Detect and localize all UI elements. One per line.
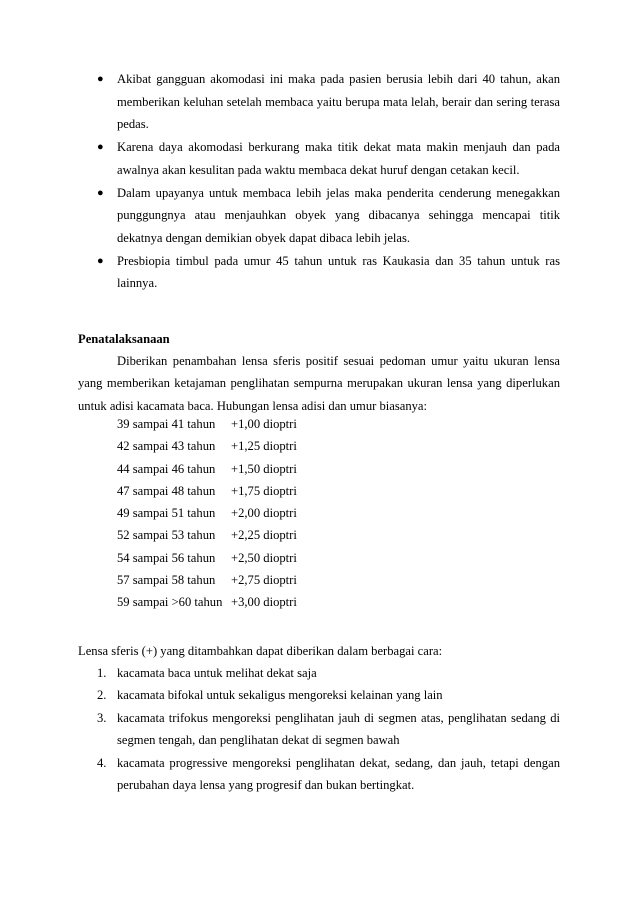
- table-row: [117, 417, 297, 439]
- table-row: [117, 528, 297, 550]
- list-number: 2.: [97, 688, 107, 703]
- list-item: [0, 662, 638, 684]
- age-range-cell: 59 sampai >60 tahun: [117, 595, 223, 610]
- table-row: [117, 595, 297, 617]
- dose-cell: +2,25 dioptri: [231, 528, 297, 543]
- list-item-text: kacamata bifokal untuk sekaligus mengoreksi kelainan yang lain: [117, 688, 443, 703]
- bullet-text: Dalam upayanya untuk membaca lebih jelas maka penderita cenderung menegakkan punggungnya atau menjauhkan obyek yang dibacanya sehingga mencapai titik dekatnya dengan demikian obyek dapat dibaca lebih jelas.: [117, 185, 560, 245]
- list-number: 4.: [97, 755, 107, 770]
- age-range-cell: 44 sampai 46 tahun: [117, 461, 216, 476]
- list-number: 3.: [97, 710, 107, 725]
- list-item-text: kacamata baca untuk melihat dekat saja: [117, 666, 317, 680]
- lens-ways-intro: Lensa sferis (+) yang ditambahkan dapat diberikan dalam berbagai cara:: [78, 644, 443, 658]
- bullet-icon: ●: [97, 73, 104, 85]
- age-range-cell: 57 sampai 58 tahun: [117, 573, 216, 588]
- dose-cell: +1,75 dioptri: [231, 483, 297, 498]
- list-item: [0, 752, 638, 797]
- bullet-item: [0, 136, 638, 181]
- dose-cell: +1,25 dioptri: [231, 439, 297, 454]
- dose-cell: +2,00 dioptri: [231, 506, 297, 521]
- age-dose-table: [117, 417, 297, 618]
- dose-cell: +2,50 dioptri: [231, 550, 297, 565]
- age-range-cell: 54 sampai 56 tahun: [117, 550, 216, 565]
- table-row: [117, 551, 297, 573]
- list-item: [0, 707, 638, 752]
- dose-cell: +2,75 dioptri: [231, 573, 297, 588]
- table-row: [117, 484, 297, 506]
- section-heading: Penatalaksanaan: [78, 332, 170, 346]
- list-item-text: kacamata progressive mengoreksi penglihatan dekat, sedang, dan jauh, tetapi dengan perubahan daya lensa yang progresif dan bukan bertingkat.: [117, 755, 560, 793]
- table-row: [117, 462, 297, 484]
- dose-cell: +3,00 dioptri: [231, 595, 297, 610]
- list-item: [0, 684, 638, 706]
- age-range-cell: 42 sampai 43 tahun: [117, 439, 216, 454]
- bullet-item: [0, 68, 638, 136]
- bullet-icon: ●: [97, 254, 104, 267]
- bullet-text: Presbiopia timbul pada umur 45 tahun untuk ras Kaukasia dan 35 tahun untuk ras lainnya.: [117, 253, 560, 291]
- table-row: [117, 573, 297, 595]
- list-number: 1.: [97, 666, 107, 680]
- bullet-item: [0, 250, 638, 295]
- bullet-text: Karena daya akomodasi berkurang maka titik dekat mata makin menjauh dan pada awalnya akan kesulitan pada waktu membaca dekat huruf dengan cetakan kecil.: [117, 140, 560, 177]
- symptom-bullet-list: [0, 68, 638, 295]
- section-paragraph: Diberikan penambahan lensa sferis positif sesuai pedoman umur yaitu ukuran lensa yang memberikan ketajaman penglihatan sempurna merupakan ukuran lensa yang diperlukan untuk adisi kacamata baca. Hubungan lensa adisi dan umur biasanya:: [78, 354, 560, 413]
- dose-cell: +1,50 dioptri: [231, 461, 297, 476]
- age-range-cell: 49 sampai 51 tahun: [117, 506, 216, 521]
- age-range-cell: 52 sampai 53 tahun: [117, 528, 216, 543]
- bullet-item: [0, 182, 638, 250]
- list-item-text: kacamata trifokus mengoreksi penglihatan jauh di segmen atas, penglihatan sedang di segmen tengah, dan penglihatan dekat di segmen bawah: [117, 710, 560, 748]
- bullet-icon: ●: [97, 141, 104, 154]
- bullet-icon: ●: [97, 186, 104, 199]
- bullet-text: Akibat gangguan akomodasi ini maka pada pasien berusia lebih dari 40 tahun, akan memberikan keluhan setelah membaca yaitu berupa mata lelah, berair dan sering terasa pedas.: [117, 72, 560, 132]
- age-range-cell: 47 sampai 48 tahun: [117, 483, 216, 498]
- table-row: [117, 439, 297, 461]
- age-range-cell: 39 sampai 41 tahun: [117, 417, 216, 431]
- table-row: [117, 506, 297, 528]
- dose-cell: +1,00 dioptri: [231, 417, 297, 431]
- lens-ways-list: [0, 662, 638, 796]
